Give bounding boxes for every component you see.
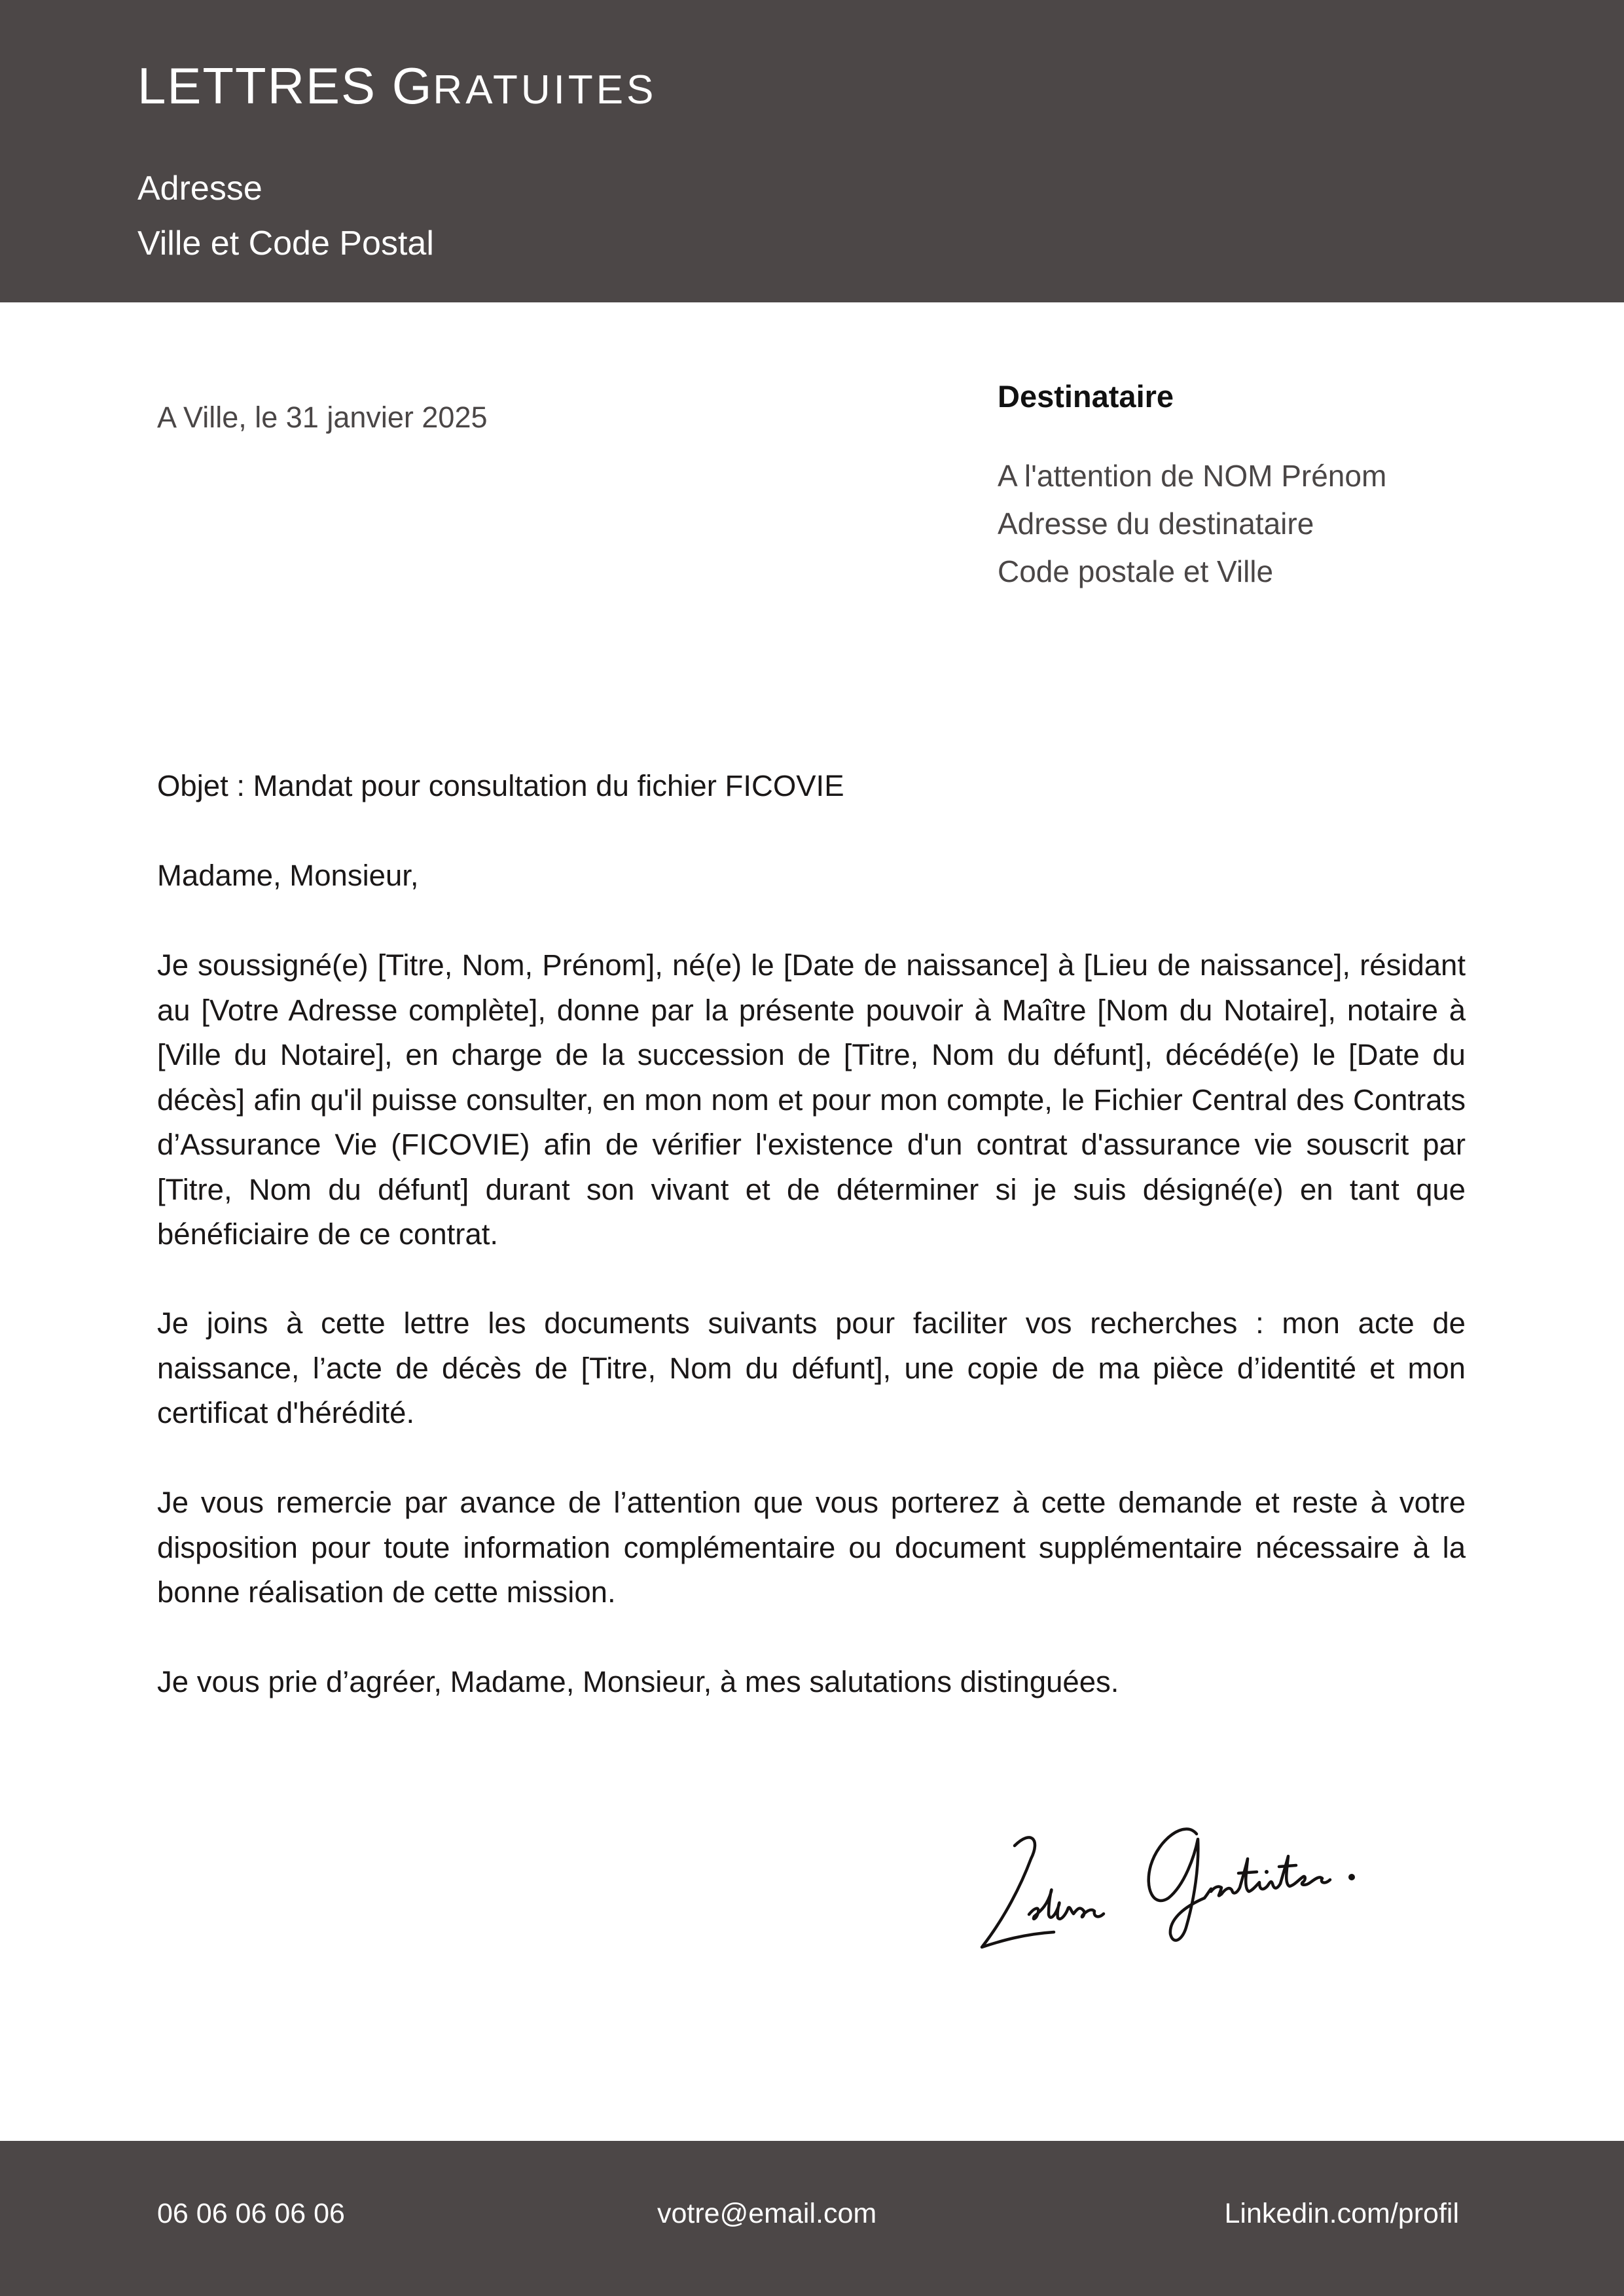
footer-email: votre@email.com bbox=[657, 2198, 877, 2229]
letter-closing: Je vous prie d’agréer, Madame, Monsieur, à mes salutations distinguées. bbox=[157, 1665, 1119, 1698]
footer-linkedin: Linkedin.com/profil bbox=[1224, 2198, 1459, 2229]
letter-subject: Objet : Mandat pour consultation du fichier FICOVIE bbox=[157, 769, 844, 802]
brand-main: LETTRES bbox=[137, 57, 377, 115]
letter-paragraph: Je soussigné(e) [Titre, Nom, Prénom], né(e) le [Date de naissance] à [Lieu de naissance], résidant au [Votre Adresse complète], donne par la présente pouvoir à Maître [Nom du Notaire], notaire à [Ville du Notaire], en charge de la succession de [Titre, Nom du défunt], décédé(e) le [Date du décès] afin qu'il puisse consulter, en mon nom et pour mon compte, le Fichier Central des Contrats d’Assurance Vie (FICOVIE) afin de vérifier l'existence d'un contrat d'assurance vie souscrit par [Titre, Nom du défunt] durant son vivant et de déterminer si je suis désigné(e) en tant que bénéficiaire de ce contrat. bbox=[157, 948, 1466, 1251]
letter-paragraph: Je joins à cette lettre les documents suivants pour faciliter vos recherches : mon acte de naissance, l’acte de décès de [Titre, Nom du défunt], une copie de ma pièce d’identité et mon certificat d'hérédité. bbox=[157, 1306, 1466, 1429]
sender-city-postal: Ville et Code Postal bbox=[137, 224, 434, 262]
letterhead-banner bbox=[0, 0, 1624, 302]
footer-phone: 06 06 06 06 06 bbox=[157, 2198, 345, 2229]
brand-sub: GRATUITES bbox=[391, 57, 657, 115]
letter-greeting: Madame, Monsieur, bbox=[157, 859, 419, 892]
recipient-line: Adresse du destinataire bbox=[998, 507, 1314, 541]
recipient-line: A l'attention de NOM Prénom bbox=[998, 459, 1387, 493]
handwritten-signature bbox=[969, 1793, 1375, 1964]
recipient-title: Destinataire bbox=[998, 379, 1174, 414]
sender-address: Adresse bbox=[137, 170, 262, 207]
recipient-line: Code postale et Ville bbox=[998, 554, 1274, 588]
contact-footer bbox=[0, 2141, 1624, 2296]
letter-date: A Ville, le 31 janvier 2025 bbox=[157, 401, 488, 434]
letter-paragraph: Je vous remercie par avance de l’attention que vous porterez à cette demande et reste à votre disposition pour toute information complémentaire ou document supplémentaire nécessaire à la bonne réalisation de cette mission. bbox=[157, 1486, 1466, 1609]
brand-name bbox=[137, 57, 657, 115]
